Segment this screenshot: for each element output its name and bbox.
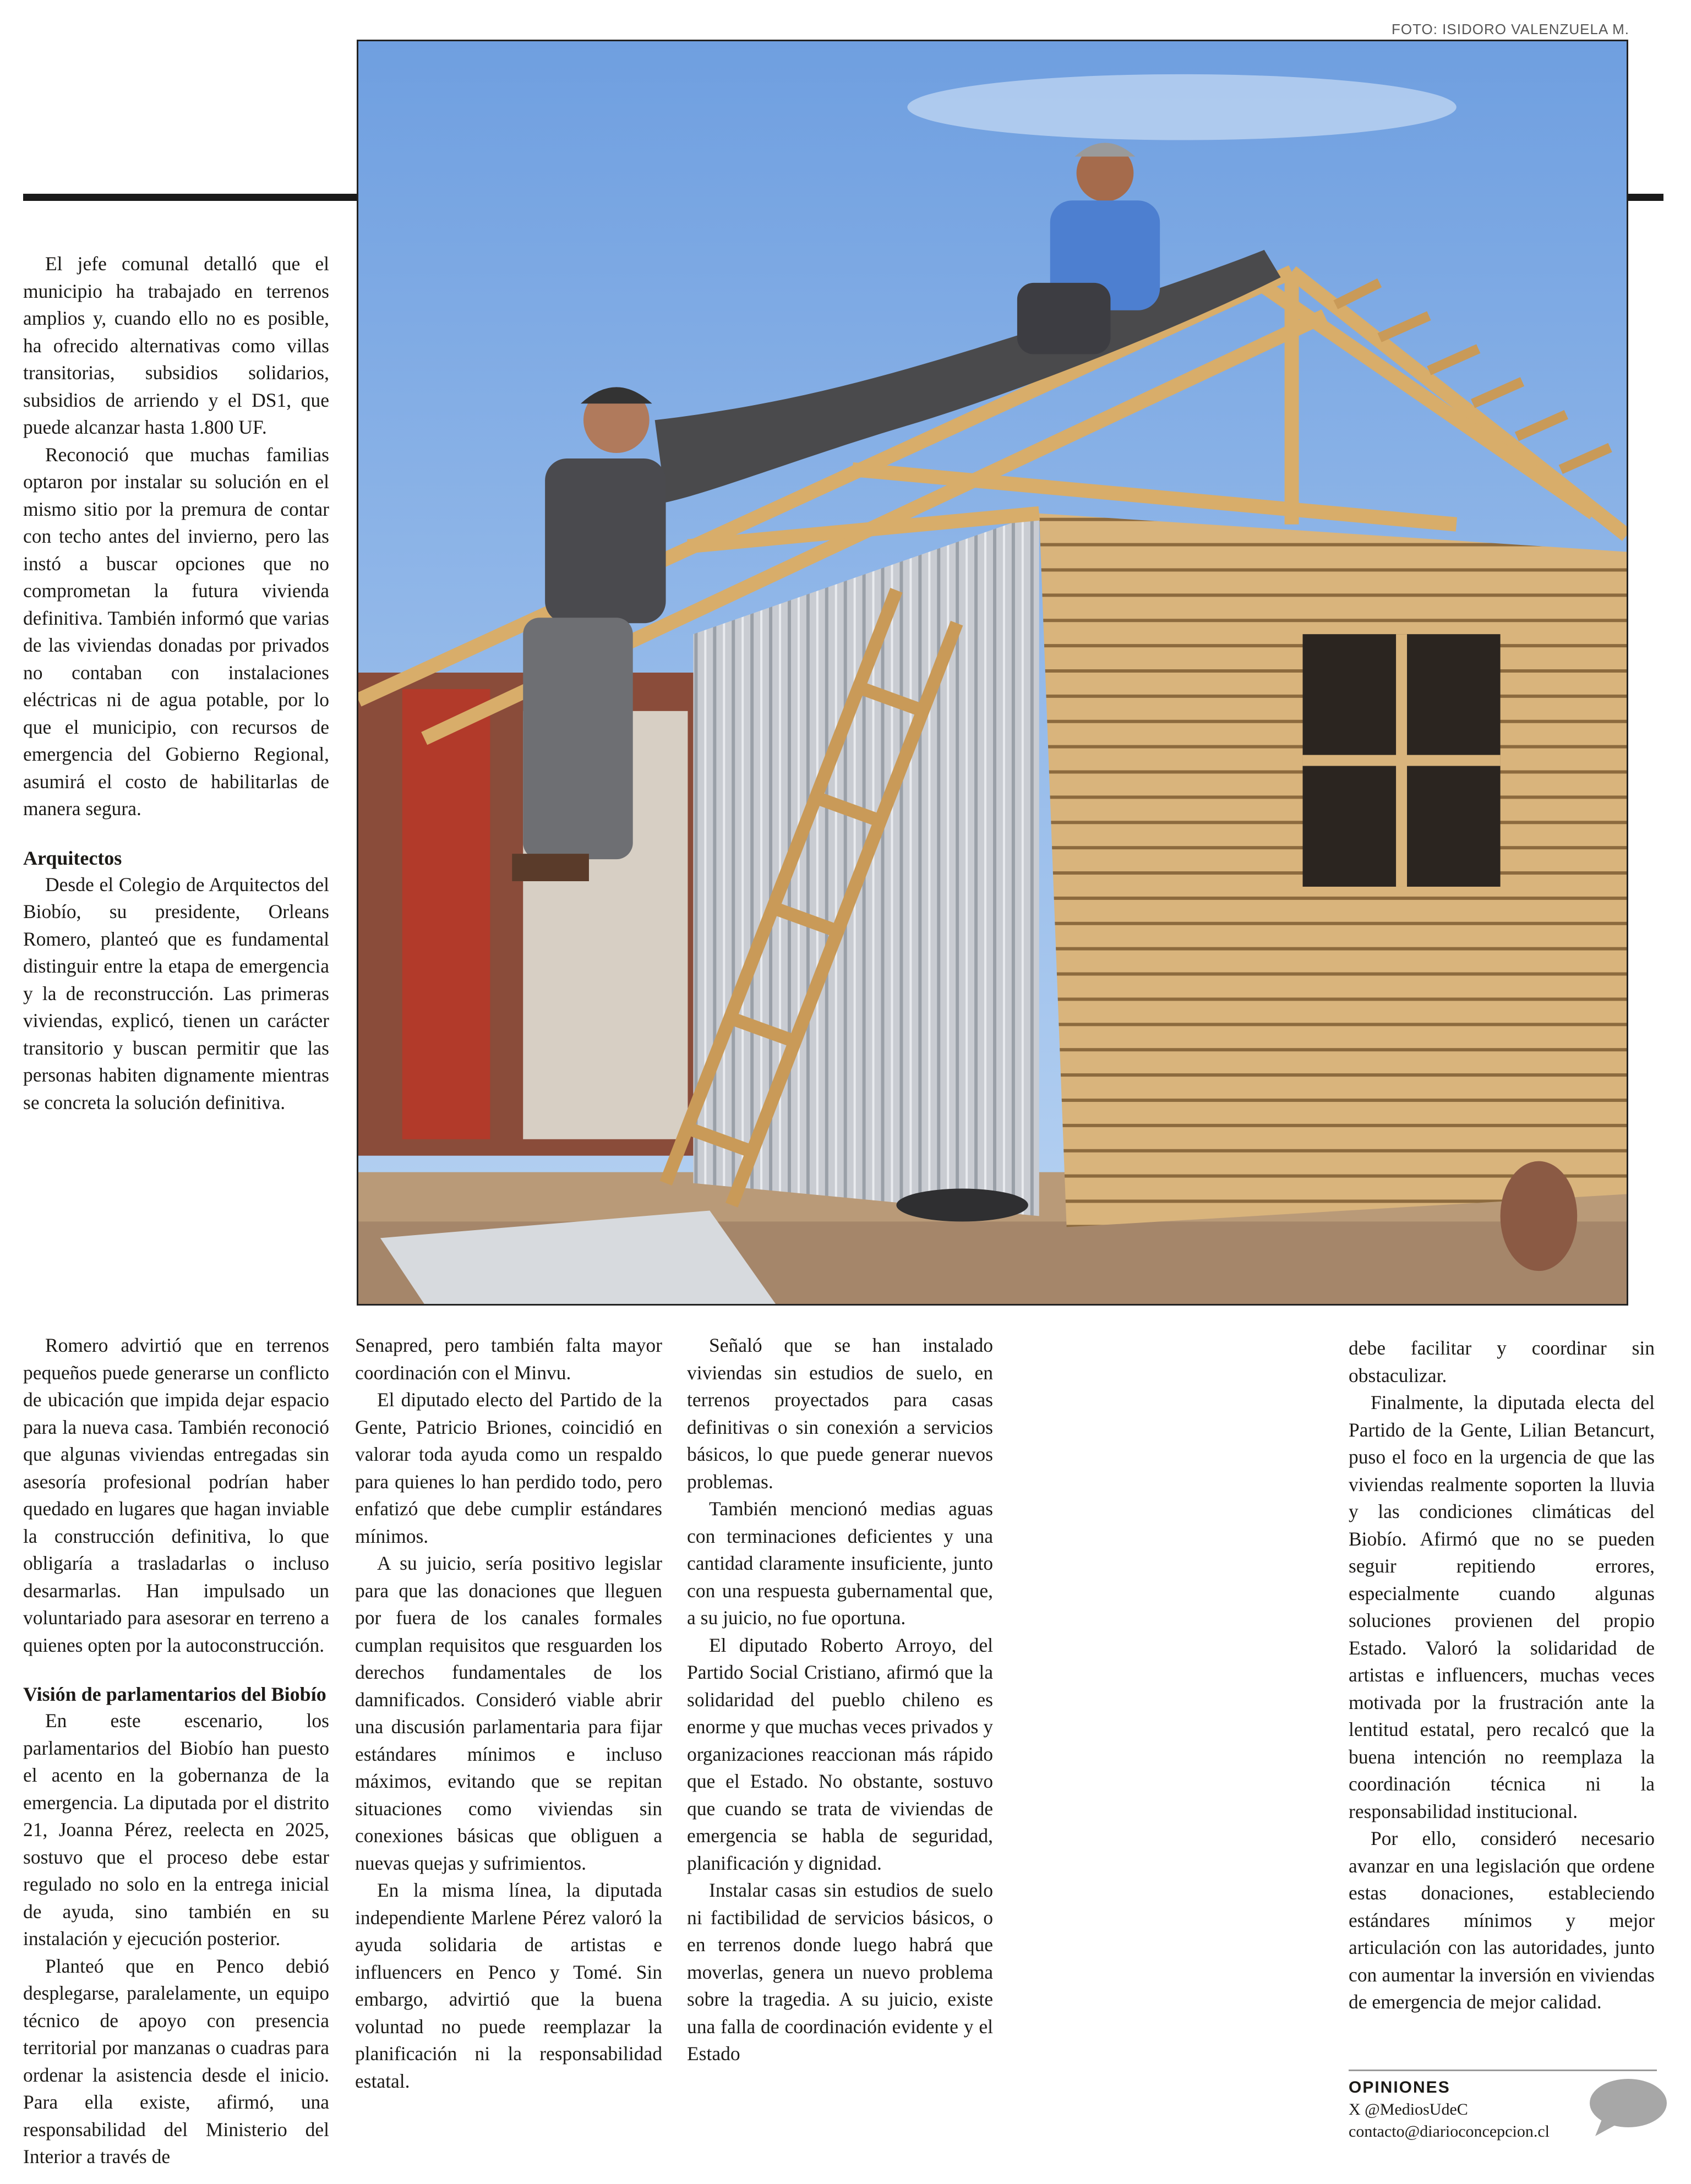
speech-bubble-icon [1585, 2077, 1668, 2137]
section-rule [1628, 194, 1663, 201]
article-column-1-bottom [23, 1332, 329, 2171]
opinions-title: OPINIONES [1349, 2078, 1450, 2096]
article-column-1-top [23, 250, 329, 1116]
paragraph: Romero advirtió que en terrenos pequeños puede generarse un conflicto de ubicación que impida dejar espacio para la nueva casa. También reconoció que algunas viviendas entregadas sin asesoría profesional podrían haber quedado en lugares que hagan inviable la construcción definitiva, lo que obligaría a trasladarlas o incluso desarmarlas. Han impulsado un voluntariado para asesorar en terreno a quienes opten por la autoconstrucción. [23, 1334, 329, 1656]
social-handle[interactable]: X @MediosUdeC [1349, 2100, 1468, 2119]
paragraph: En la misma línea, la diputada independiente Marlene Pérez valoró la ayuda solidaria de artistas e influencers en Penco y Tomé. Sin embargo, advirtió que la buena voluntad no puede reemplazar la planificación ni la responsabilidad estatal. [355, 1879, 662, 2092]
paragraph: Reconoció que muchas familias optaron por instalar su solución en el mismo sitio por la premura de contar con techo antes del invierno, pero las instó a buscar opciones que no comprometan la futura vivienda definitiva. También informó que varias de las viviendas donadas por privados no contaban con instalaciones eléctricas ni de agua potable, por lo que el municipio, con recursos de emergencia del Gobierno Regional, asumirá el costo de habilitarlas de manera segura. [23, 443, 329, 820]
paragraph: Instalar casas sin estudios de suelo ni factibilidad de servicios básicos, o en terrenos donde luego habrá que moverlas, genera un nuevo problema sobre la tragedia. A su juicio, existe una falla de coordinación evidente y el Estado [687, 1879, 993, 2065]
article-column-4 [1349, 1335, 1655, 2016]
paragraph: Señaló que se han instalado viviendas sin estudios de suelo, en terrenos proyectados para casas definitivas o sin conexión a servicios básicos, lo que puede generar nuevos problemas. [687, 1334, 993, 1493]
paragraph: En este escenario, los parlamentarios del Biobío han puesto el acento en la gobernanza de la emergencia. La diputada por el distrito 21, Joanna Pérez, reelecta en 2025, sostuvo que el proceso debe estar regulado no solo en la entrega inicial de ayuda, sino también en su instalación y ejecución posterior. [23, 1710, 329, 1950]
paragraph: Desde el Colegio de Arquitectos del Biobío, su presidente, Orleans Romero, planteó que es fundamental distinguir entre la etapa de emergencia y la de reconstrucción. Las primeras viviendas, explicó, tienen un carácter transitorio y buscan permitir que las personas habiten dignamente mientras se concreta la solución definitiva. [23, 873, 329, 1113]
construction-illustration [358, 41, 1627, 1304]
contact-email[interactable]: contacto@diarioconcepcion.cl [1349, 2122, 1550, 2141]
paragraph: El jefe comunal detalló que el municipio ha trabajado en terrenos amplios y, cuando ello no es posible, ha ofrecido alternativas como villas transitorias, subsidios solidarios, subsidios de arriendo y el DS1, que puede alcanzar hasta 1.800 UF. [23, 253, 329, 438]
paragraph: Senapred, pero también falta mayor coordinación con el Minvu. [355, 1334, 662, 1384]
paragraph: Planteó que en Penco debió desplegarse, paralelamente, un equipo técnico de apoyo con presencia territorial por manzanas o cuadras para ordenar la asistencia desde el inicio. Para ella existe, afirmó, una responsabilidad del Ministerio del Interior a través de [23, 1954, 329, 2167]
article-photo [357, 40, 1628, 1306]
section-rule [23, 194, 357, 201]
photo-credit: FOTO: ISIDORO VALENZUELA M. [1391, 21, 1629, 37]
paragraph: El diputado electo del Partido de la Gente, Patricio Briones, coincidió en valorar toda ayuda como un respaldo para quienes lo han perdido todo, pero enfatizó que debe cumplir estándares mínimos. [355, 1389, 662, 1547]
opinions-box [1349, 2070, 1657, 2143]
paragraph: Finalmente, la diputada electa del Partido de la Gente, Lilian Betancurt, puso el foco en la urgencia de que las viviendas realmente soporten la lluvia y las condiciones climáticas del Biobío. Afirmó que no se pueden seguir repitiendo errores, especialmente cuando algunas soluciones provienen del propio Estado. Valoró la solidaridad de artistas e influencers, muchas veces motivada por la frustración ante la lentitud estatal, pero recalcó que la buena intención no reemplaza la coordinación técnica ni la responsabilidad institucional. [1349, 1391, 1655, 1822]
subheading-arquitectos: Arquitectos [23, 847, 122, 869]
subheading-parlamentarios: Visión de parlamentarios del Biobío [23, 1683, 326, 1705]
paragraph: Por ello, consideró necesario avanzar en una legislación que ordene estas donaciones, estableciendo estándares mínimos y mejor articulación con las autoridades, junto con aumentar la inversión en viviendas de emergencia de mejor calidad. [1349, 1827, 1655, 2013]
article-column-2 [355, 1332, 662, 2095]
paragraph: También mencionó medias aguas con terminaciones deficientes y una cantidad claramente insuficiente, junto con una respuesta gubernamental que, a su juicio, no fue oportuna. [687, 1498, 993, 1629]
paragraph: A su juicio, sería positivo legislar para que las donaciones que lleguen por fuera de los canales formales cumplan requisitos que resguarden los derechos fundamentales de los damnificados. Consideró viable abrir una discusión parlamentaria para fijar estándares mínimos e incluso máximos, evitando que se repitan situaciones como viviendas sin conexiones básicas que obliguen a nuevas quejas y sufrimientos. [355, 1552, 662, 1874]
paragraph: El diputado Roberto Arroyo, del Partido Social Cristiano, afirmó que la solidaridad del pueblo chileno es enorme y que muchas veces privados y organizaciones reaccionan más rápido que el Estado. No obstante, sostuvo que cuando se trata de viviendas de emergencia se habla de seguridad, planificación y dignidad. [687, 1634, 993, 1874]
article-column-3 [687, 1332, 993, 2068]
paragraph: debe facilitar y coordinar sin obstaculizar. [1349, 1337, 1655, 1386]
